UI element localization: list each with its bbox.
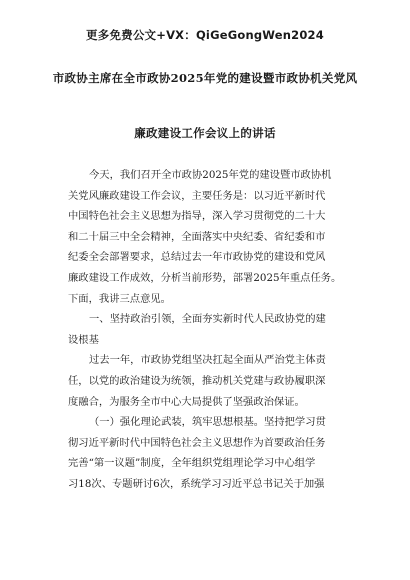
body-line: 关党风廉政建设工作会议，主要任务是：以习近平新时代 [68, 189, 326, 202]
document-title-line-1: 市政协主席在全市政协2025年党的建设暨市政协机关党风 [52, 71, 358, 85]
body-line: 彻习近平新时代中国特色社会主义思想作为首要政治任务 [68, 436, 326, 449]
header-banner: 更多免费公文+VX：QiGeGongWen2024 [86, 28, 324, 42]
body-line: 下面，我讲三点意见。 [68, 292, 171, 305]
body-line: 今天，我们召开全市政协2025年党的建设暨市政协机 [89, 169, 332, 181]
body-line: 度融合，为服务全市中心大局提供了坚强政治保证。 [68, 395, 305, 408]
section-heading-line: 设根基 [68, 333, 99, 346]
body-line: 完善“第一议题”制度，全年组织党组理论学习中心组学 [68, 457, 316, 470]
body-line: 过去一年，市政协党组坚决扛起全面从严治党主体责 [89, 354, 326, 367]
document-body [68, 165, 346, 495]
body-line: （一）强化理论武装，筑牢思想根基。坚持把学习贯 [89, 416, 326, 429]
body-line: 习18次、专题研讨6次，系统学习习近平总书记关于加强 [68, 477, 325, 490]
body-line: 纪委全会部署要求，总结过去一年市政协党的建设和党风 [68, 251, 326, 264]
body-line: 廉政建设工作成效，分析当前形势，部署2025年重点任务。 [68, 271, 342, 284]
body-line: 任，以党的政治建设为统领，推动机关党建与政协履职深 [68, 374, 326, 387]
body-line: 中国特色社会主义思想为指导，深入学习贯彻党的二十大 [68, 210, 326, 223]
section-heading-line: 一、坚持政治引领，全面夯实新时代人民政协党的建 [89, 313, 326, 326]
document-title-line-2: 廉政建设工作会议上的讲话 [134, 126, 276, 140]
body-line: 和二十届三中全会精神，全面落实中央纪委、省纪委和市 [68, 230, 326, 243]
